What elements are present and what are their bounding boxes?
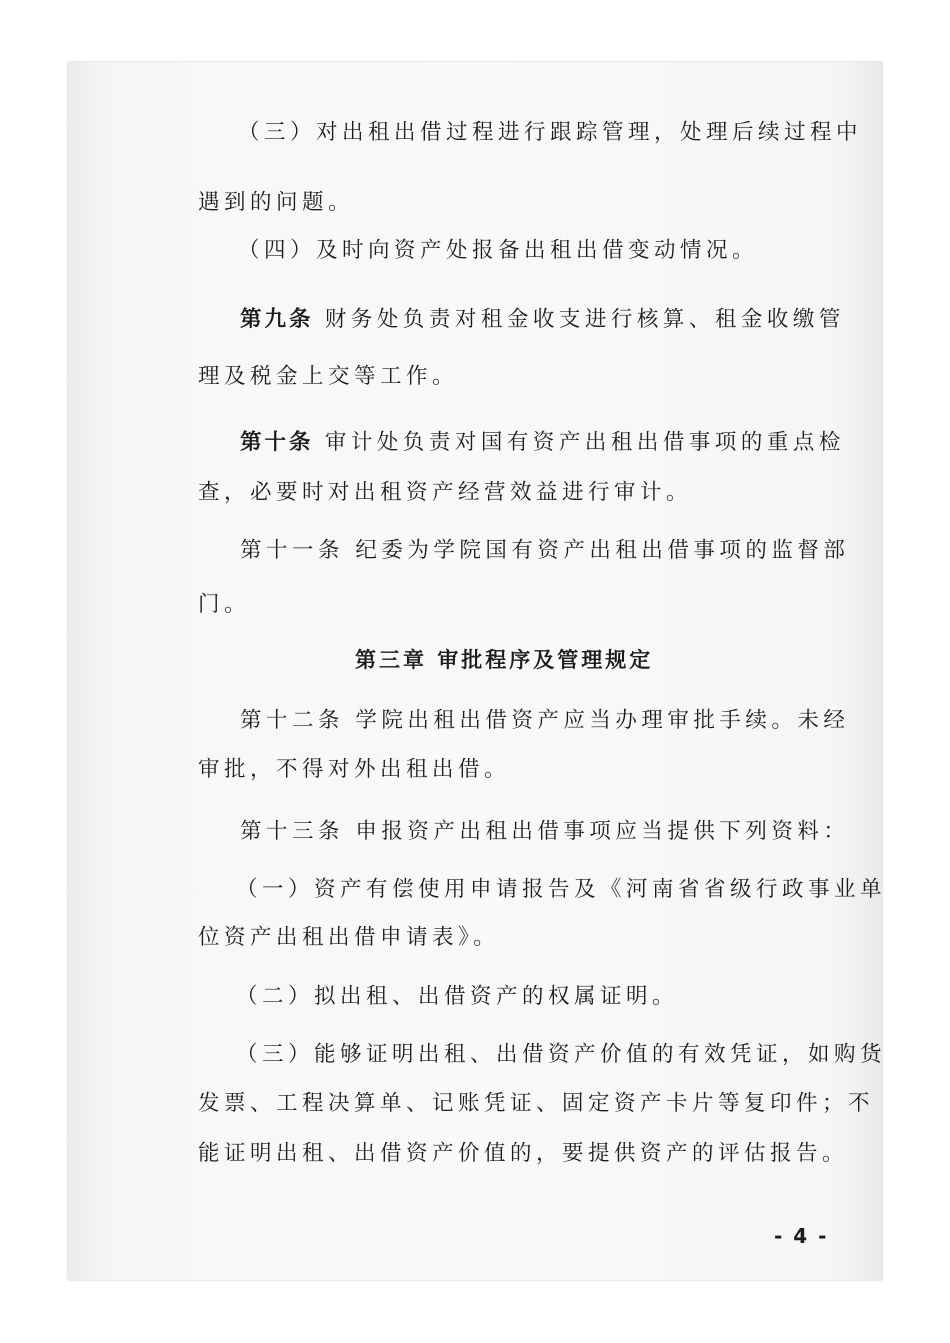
text-line: 发票、工程决算单、记账凭证、固定资产卡片等复印件；不 xyxy=(198,1091,875,1116)
text-line: （三）能够证明出租、出借资产价值的有效凭证，如购货 xyxy=(236,1042,887,1067)
text-line: 第十二条 学院出租出借资产应当办理审批手续。未经 xyxy=(240,708,850,733)
article-line: 第十条 审计处负责对国有资产出租出借事项的重点检 xyxy=(240,430,845,455)
text-line: （三）对出租出借过程进行跟踪管理，处理后续过程中 xyxy=(238,120,863,145)
text-line: 查，必要时对出租资产经营效益进行审计。 xyxy=(198,480,693,505)
text-line: 门。 xyxy=(198,592,251,617)
text-line: （一）资产有偿使用申请报告及《河南省省级行政事业单 xyxy=(236,877,887,902)
text-line: 第十一条 纪委为学院国有资产出租出借事项的监督部 xyxy=(240,538,850,563)
article-label: 第九条 xyxy=(240,307,314,332)
article-label: 第十条 xyxy=(240,430,314,455)
text-line: 位资产出租出借申请表》。 xyxy=(198,925,500,950)
chapter-heading: 第三章 审批程序及管理规定 xyxy=(355,648,654,672)
text-line: 遇到的问题。 xyxy=(198,190,355,215)
text-line: （二）拟出租、出借资产的权属证明。 xyxy=(236,984,679,1009)
text-line: （四）及时向资产处报备出租出借变动情况。 xyxy=(238,238,759,263)
text-line: 审批，不得对外出租出借。 xyxy=(198,757,511,782)
text-line: 理及税金上交等工作。 xyxy=(198,364,459,389)
page-number: - 4 - xyxy=(774,1224,829,1248)
text-line: 第十三条 申报资产出租出借事项应当提供下列资料： xyxy=(240,819,850,844)
document-page xyxy=(68,62,887,1280)
text-line: 能证明出租、出借资产价值的，要提供资产的评估报告。 xyxy=(198,1141,849,1166)
article-line: 第九条 财务处负责对租金收支进行核算、租金收缴管 xyxy=(240,307,845,332)
